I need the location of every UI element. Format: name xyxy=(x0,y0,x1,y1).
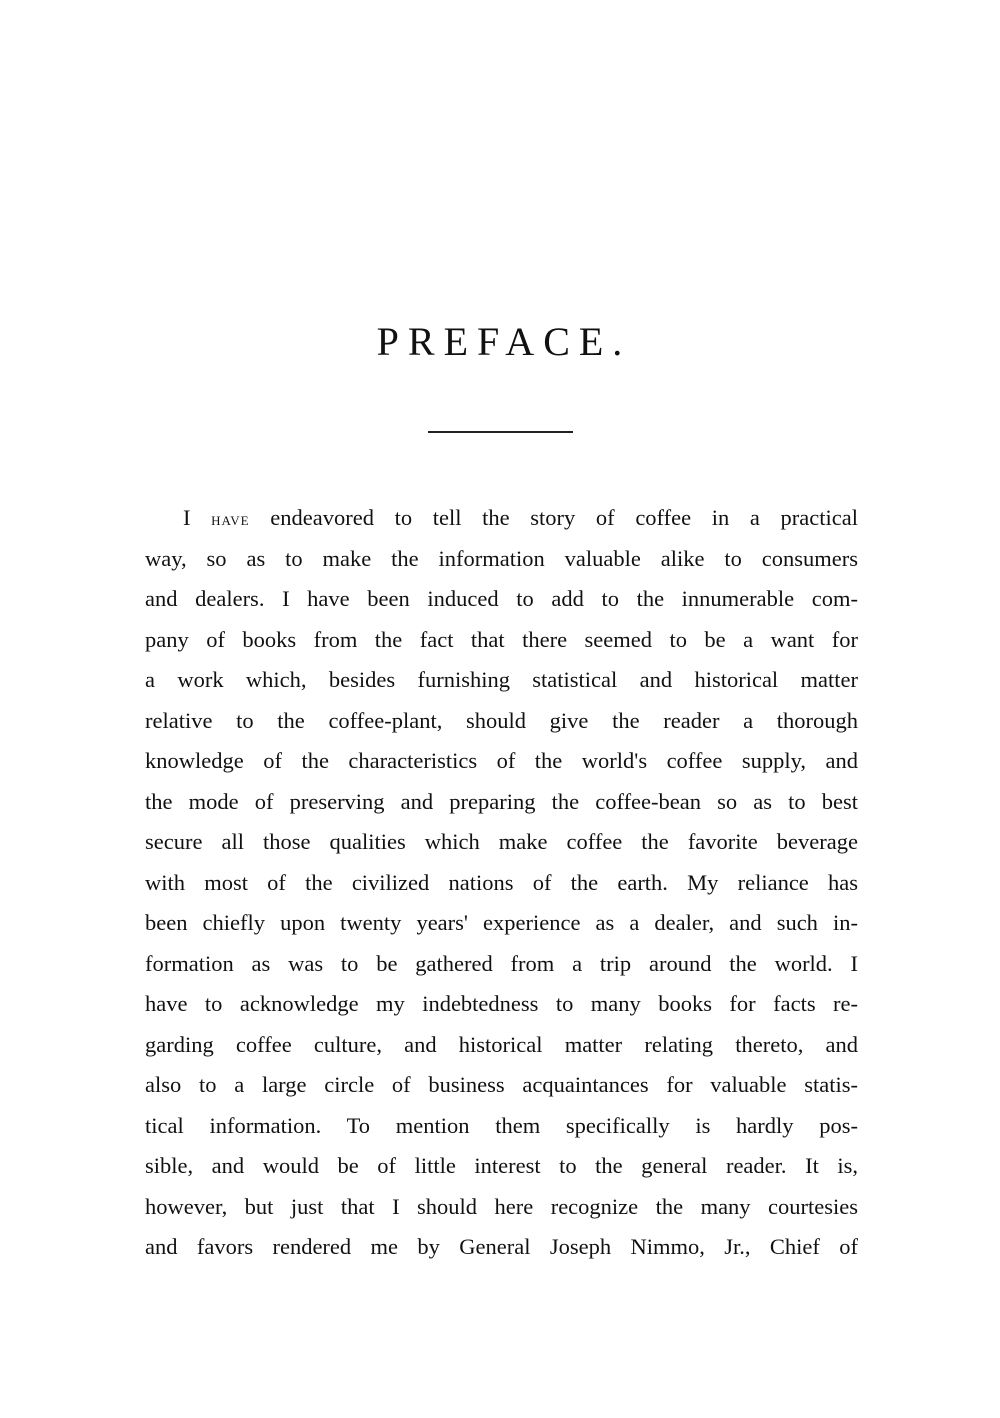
paragraph-line: and dealers. I have been induced to add to the innumerable com- xyxy=(145,586,858,611)
paragraph-line: relative to the coffee-plant, should give the reader a thorough xyxy=(145,707,858,733)
paragraph-line: secure all those qualities which make coffee the favorite beverage xyxy=(145,829,858,854)
opening-smallcaps: have xyxy=(211,509,250,529)
paragraph-line: have to acknowledge my indebtedness to many books for facts re- xyxy=(145,991,858,1016)
paragraph-line: pany of books from the fact that there seemed to be a want for xyxy=(145,626,858,652)
paragraph-line: knowledge of the characteristics of the world's coffee supply, and xyxy=(145,748,858,773)
paragraph-line: and favors rendered me by General Joseph Nimmo, Jr., Chief of xyxy=(145,1234,858,1259)
first-line-text: endeavored to tell the story of coffee in a practical xyxy=(270,505,858,530)
page-title: PREFACE. xyxy=(376,319,632,364)
title-divider-rule xyxy=(428,431,573,433)
paragraph-line: tical information. To mention them specifically is hardly pos- xyxy=(145,1112,858,1138)
paragraph-line: with most of the civilized nations of the earth. My reliance has xyxy=(145,869,858,895)
paragraph-line: garding coffee culture, and historical matter relating thereto, and xyxy=(145,1031,858,1057)
paragraph-line: the mode of preserving and preparing the coffee-bean so as to best xyxy=(145,788,858,814)
paragraph-line: formation as was to be gathered from a trip around the world. I xyxy=(145,950,858,976)
paragraph-line: way, so as to make the information valuable alike to consumers xyxy=(145,545,858,571)
paragraph-line: sible, and would be of little interest to the general reader. It is, xyxy=(145,1153,858,1178)
preface-paragraph xyxy=(145,498,858,1268)
paragraph-line: been chiefly upon twenty years' experience as a dealer, and such in- xyxy=(145,910,858,935)
paragraph-line: also to a large circle of business acquaintances for valuable statis- xyxy=(145,1072,858,1097)
opening-word: I xyxy=(183,505,191,530)
paragraph-line: a work which, besides furnishing statistical and historical matter xyxy=(145,667,858,692)
paragraph-line-1 xyxy=(145,498,858,539)
paragraph-line: however, but just that I should here recognize the many courtesies xyxy=(145,1193,858,1219)
